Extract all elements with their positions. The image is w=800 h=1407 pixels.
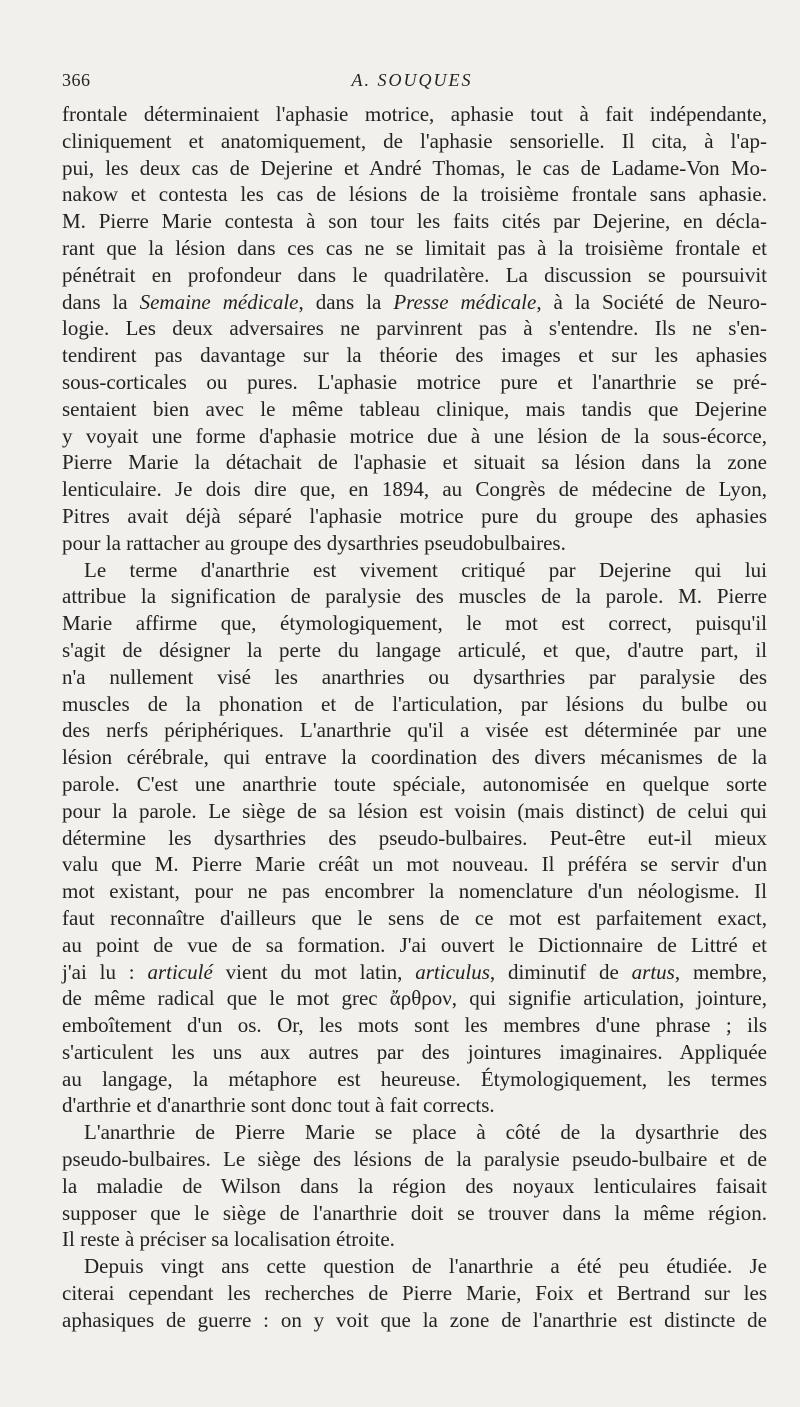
text-line: supposer que le siège de l'anarthrie doit se trouver dans la même région. xyxy=(62,1200,767,1225)
page-header xyxy=(62,70,762,96)
text-line: s'agit de désigner la perte du langage articulé, et que, d'autre part, il xyxy=(62,637,767,662)
text-span: , membre, xyxy=(674,959,768,984)
italic-term: Presse médicale xyxy=(393,289,537,314)
text-line: frontale déterminaient l'aphasie motrice, aphasie tout à fait indépendante, xyxy=(62,102,767,126)
text-line: L'anarthrie de Pierre Marie se place à côté de la dysarthrie des xyxy=(84,1120,767,1145)
text-line: Le terme d'anarthrie est vivement critiqué par Dejerine qui lui xyxy=(84,557,767,582)
text-line: n'a nullement visé les anarthries ou dysarthries par paralysie des xyxy=(62,664,767,689)
text-line: y voyait une forme d'aphasie motrice due à une lésion de la sous-écorce, xyxy=(62,423,767,448)
page-number: 366 xyxy=(62,70,91,90)
text-line: mot existant, pour ne pas encombrer la nomenclature d'un néologisme. Il xyxy=(62,879,767,904)
text-span: j'ai lu : xyxy=(62,959,148,984)
text-line: lenticulaire. Je dois dire que, en 1894, au Congrès de médecine de Lyon, xyxy=(62,477,767,502)
text-line: de même radical que le mot grec ἄρθρον, qui signifie articulation, jointure, xyxy=(62,986,767,1011)
text-line: détermine les dysarthries des pseudo-bulbaires. Peut-être eut-il mieux xyxy=(62,825,767,850)
text-line: pseudo-bulbaires. Le siège des lésions de la paralysie pseudo-bulbaire et de xyxy=(62,1147,767,1172)
text-line: attribue la signification de paralysie des muscles de la parole. M. Pierre xyxy=(62,584,767,609)
text-line: sentaient bien avec le même tableau clinique, mais tandis que Dejerine xyxy=(62,396,767,421)
text-line: d'arthrie et d'anarthrie sont donc tout à fait corrects. xyxy=(62,1093,495,1118)
running-head: A. SOUQUES xyxy=(351,70,473,90)
text-line: des nerfs périphériques. L'anarthrie qu'il a visée est déterminée par une xyxy=(62,718,767,743)
text-line: Pierre Marie la détachait de l'aphasie et situait sa lésion dans la zone xyxy=(62,450,767,475)
text-line: Marie affirme que, étymologiquement, le mot est correct, puisqu'il xyxy=(62,611,767,636)
text-span: , dans la xyxy=(298,289,394,314)
text-line: nakow et contesta les cas de lésions de la troisième frontale sans aphasie. xyxy=(62,182,767,207)
text-line: Il reste à préciser sa localisation étroite. xyxy=(62,1227,395,1252)
text-line: faut reconnaître d'ailleurs que le sens de ce mot est parfaitement exact, xyxy=(62,905,767,930)
text-line: M. Pierre Marie contesta à son tour les faits cités par Dejerine, en décla- xyxy=(62,209,767,234)
italic-term: articulé xyxy=(147,959,213,984)
text-line: emboîtement d'un os. Or, les mots sont les membres d'une phrase ; ils xyxy=(62,1013,767,1038)
italic-term: articulus xyxy=(415,959,490,984)
text-span: , diminutif de xyxy=(489,959,632,984)
text-line: au point de vue de sa formation. J'ai ouvert le Dictionnaire de Littré et xyxy=(62,932,767,957)
text-line: la maladie de Wilson dans la région des noyaux lenticulaires faisait xyxy=(62,1173,767,1198)
italic-term: artus xyxy=(631,959,675,984)
body-text xyxy=(62,101,767,1334)
text-line: tendirent pas davantage sur la théorie des images et sur les aphasies xyxy=(62,343,767,368)
text-line: parole. C'est une anarthrie toute spéciale, autonomisée en quelque sorte xyxy=(62,771,767,796)
text-line: au langage, la métaphore est heureuse. Étymologiquement, les termes xyxy=(62,1066,767,1091)
text-line: muscles de la phonation et de l'articulation, par lésions du bulbe ou xyxy=(62,691,767,716)
text-span: , à la Société de Neuro- xyxy=(536,289,767,314)
text-line: Depuis vingt ans cette question de l'anarthrie a été peu étudiée. Je xyxy=(84,1254,767,1279)
text-line: Pitres avait déjà séparé l'aphasie motrice pure du groupe des aphasies xyxy=(62,503,767,528)
text-line xyxy=(62,289,767,316)
text-line: cliniquement et anatomiquement, de l'aphasie sensorielle. Il cita, à l'ap- xyxy=(62,128,767,153)
text-line: pour la rattacher au groupe des dysarthries pseudobulbaires. xyxy=(62,530,566,555)
text-line: aphasiques de guerre : on y voit que la zone de l'anarthrie est distincte de xyxy=(62,1307,767,1332)
text-line: pour la parole. Le siège de sa lésion est voisin (mais distinct) de celui qui xyxy=(62,798,767,823)
italic-term: Semaine médicale xyxy=(139,289,299,314)
text-line: pui, les deux cas de Dejerine et André Thomas, le cas de Ladame-Von Mo- xyxy=(62,155,767,180)
text-span: dans la xyxy=(62,289,140,314)
text-line: citerai cependant les recherches de Pierre Marie, Foix et Bertrand sur les xyxy=(62,1281,767,1306)
text-line: valu que M. Pierre Marie créât un mot nouveau. Il préféra se servir d'un xyxy=(62,852,767,877)
text-span: vient du mot latin, xyxy=(212,959,416,984)
text-line: logie. Les deux adversaires ne parvinrent pas à s'entendre. Ils ne s'en- xyxy=(62,316,767,341)
text-line: s'articulent les uns aux autres par des jointures imaginaires. Appliquée xyxy=(62,1039,767,1064)
text-line: rant que la lésion dans ces cas ne se limitait pas à la troisième frontale et xyxy=(62,235,767,260)
text-line xyxy=(62,959,767,986)
text-line: lésion cérébrale, qui entrave la coordination des divers mécanismes de la xyxy=(62,745,767,770)
text-line: sous-corticales ou pures. L'aphasie motrice pure et l'anarthrie se pré- xyxy=(62,369,767,394)
text-line: pénétrait en profondeur dans le quadrilatère. La discussion se poursuivit xyxy=(62,262,767,287)
